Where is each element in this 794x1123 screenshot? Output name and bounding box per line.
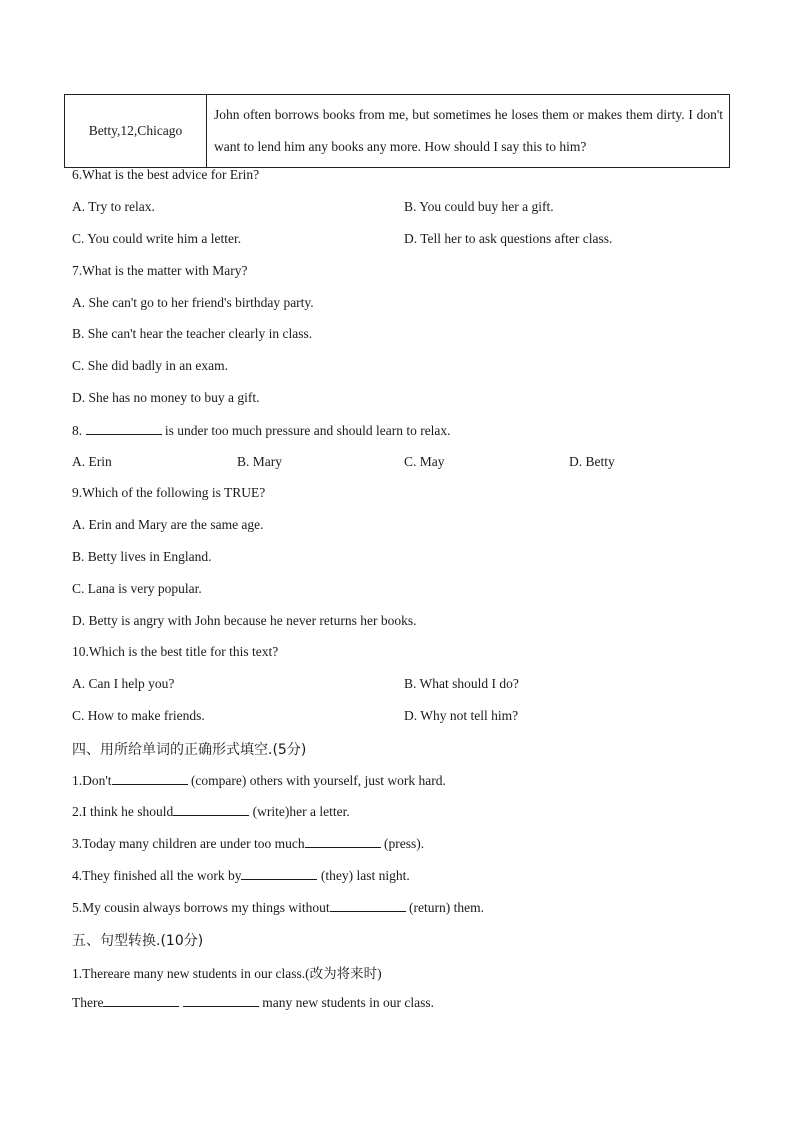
item-text: many new students in our class. [262, 995, 434, 1010]
question-8-option-a: A. Erin [72, 454, 112, 469]
answer-blank [103, 994, 179, 1007]
question-6-option-a: A. Try to relax. [72, 199, 155, 214]
question-7-option-c: C. She did badly in an exam. [72, 358, 228, 373]
question-8-option-d: D. Betty [569, 454, 615, 469]
question-10-option-c: C. How to make friends. [72, 708, 205, 723]
question-8-number: 8. [72, 423, 83, 438]
item-text: (they) last night. [320, 868, 410, 883]
question-6-option-b: B. You could buy her a gift. [404, 199, 554, 214]
item-text: (return) them. [409, 900, 484, 915]
question-8-option-c: C. May [404, 454, 445, 469]
question-7-option-d: D. She has no money to buy a gift. [72, 390, 260, 405]
question-9-stem: 9.Which of the following is TRUE? [72, 485, 266, 500]
question-6-stem: 6.What is the best advice for Erin? [72, 167, 260, 182]
item-text: (compare) others with yourself, just work hard. [190, 773, 446, 788]
item-text: (write)her a letter. [252, 804, 350, 819]
question-10-option-b: B. What should I do? [404, 676, 519, 691]
question-9-option-c: C. Lana is very popular. [72, 581, 202, 596]
problem-text-cell: John often borrows books from me, but sometimes he loses them or makes them dirty. I don't want to lend him any books any more. How should I say this to him? [207, 95, 730, 168]
person-info-cell: Betty,12,Chicago [65, 95, 207, 168]
question-9-option-d: D. Betty is angry with John because he never returns her books. [72, 613, 417, 628]
answer-blank [173, 803, 249, 816]
fill-in-item [72, 867, 410, 884]
fill-in-item [72, 835, 424, 852]
answer-blank [183, 994, 259, 1007]
question-8-option-b: B. Mary [237, 454, 282, 469]
fill-in-item [72, 899, 484, 916]
question-9-option-a: A. Erin and Mary are the same age. [72, 517, 264, 532]
item-text: 3.Today many children are under too much [72, 836, 305, 851]
question-6-option-d: D. Tell her to ask questions after class. [404, 231, 613, 246]
question-7-option-b: B. She can't hear the teacher clearly in class. [72, 326, 313, 341]
item-text: (press). [383, 836, 425, 851]
question-10-option-a: A. Can I help you? [72, 676, 175, 691]
answer-blank [86, 422, 162, 435]
item-text: 2.I think he should [72, 804, 174, 819]
item-text: 4.They finished all the work by [72, 868, 242, 883]
question-7-option-a: A. She can't go to her friend's birthday party. [72, 295, 314, 310]
question-10-option-d: D. Why not tell him? [404, 708, 519, 723]
answer-blank [241, 867, 317, 880]
answer-blank [305, 835, 381, 848]
transform-item-1 [72, 962, 382, 982]
fill-in-item [72, 772, 446, 789]
question-7-stem: 7.What is the matter with Mary? [72, 263, 248, 278]
item-text: 5.My cousin always borrows my things without [72, 900, 330, 915]
question-9-option-b: B. Betty lives in England. [72, 549, 212, 564]
question-8-text: is under too much pressure and should learn to relax. [164, 423, 451, 438]
transform-answer-line [72, 994, 434, 1011]
reference-table [64, 94, 730, 168]
answer-blank [330, 899, 406, 912]
section-4-title: 四、用所给单词的正确形式填空.(5分) [72, 742, 307, 758]
item-text: 1.Thereare many new students in our class.(改为将来时) [72, 966, 382, 981]
item-text: There [72, 995, 104, 1010]
item-text: 1.Don't [72, 773, 112, 788]
table-row [65, 95, 730, 168]
question-8-stem [72, 422, 451, 439]
question-10-stem: 10.Which is the best title for this text? [72, 644, 279, 659]
question-6-option-c: C. You could write him a letter. [72, 231, 242, 246]
answer-blank [112, 772, 188, 785]
fill-in-item [72, 803, 350, 820]
section-5-title: 五、句型转换.(10分) [72, 933, 204, 949]
